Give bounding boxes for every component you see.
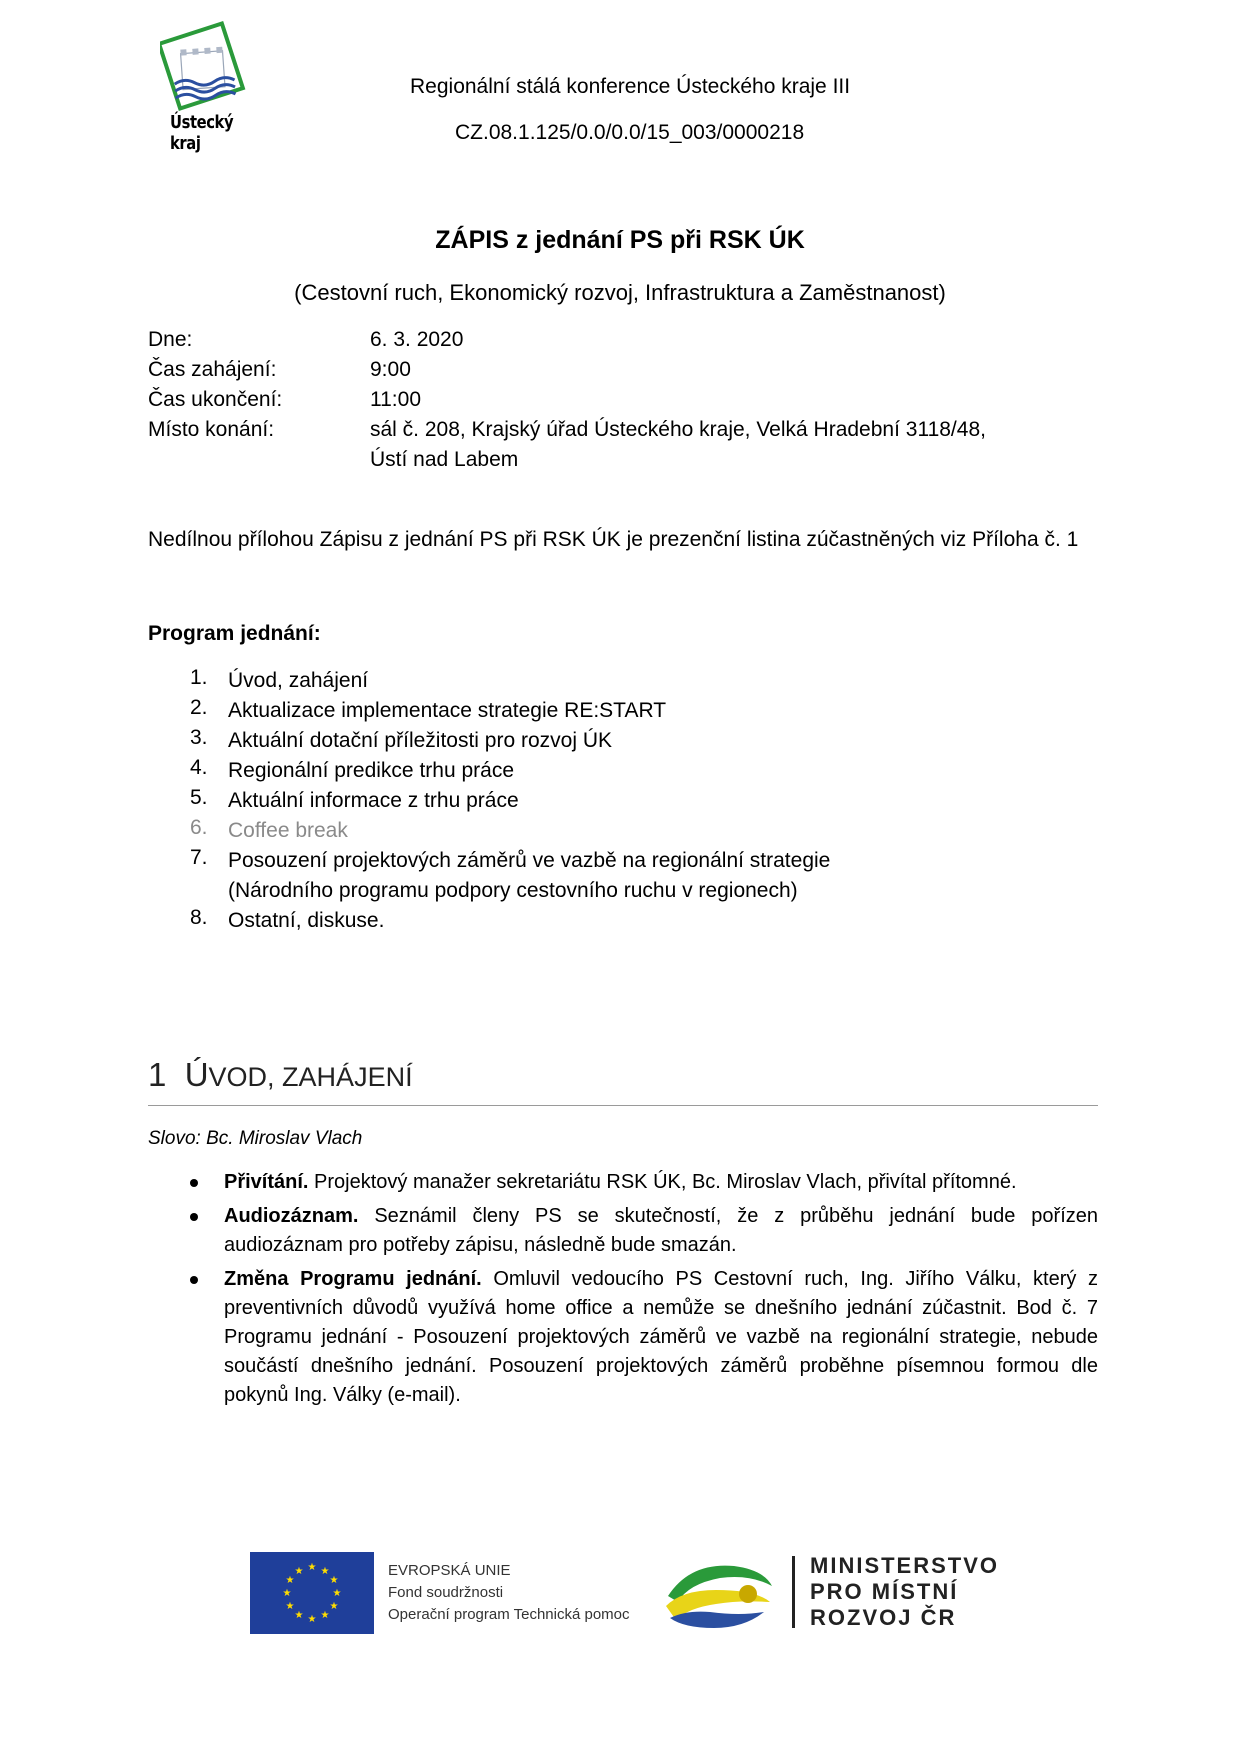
list-item: [190, 1168, 1098, 1197]
bullet-text: Seznámil členy PS se skutečností, že z průběhu jednání bude pořízen audiozáznam pro potřeby zápisu, následně bude smazán.: [224, 1205, 1098, 1256]
speaker-line: Slovo: Bc. Miroslav Vlach: [148, 1128, 363, 1149]
mmr-caption: [810, 1553, 999, 1631]
info-value: sál č. 208, Krajský úřad Ústeckého kraje, Velká Hradební 3118/48,: [370, 418, 986, 441]
info-value: Ústí nad Labem: [370, 448, 519, 471]
item-text: Aktualizace implementace strategie RE:START: [228, 699, 667, 722]
item-text: Úvod, zahájení: [228, 669, 369, 692]
item-number: 6.: [190, 816, 208, 839]
item-text: Ostatní, diskuse.: [228, 909, 385, 932]
item-text: Posouzení projektových záměrů ve vazbě na regionální strategie: [228, 849, 831, 872]
info-value: 6. 3. 2020: [370, 328, 464, 351]
section-title-initial: Ú: [184, 1056, 209, 1093]
document-title: ZÁPIS z jednání PS při RSK ÚK: [435, 226, 805, 254]
item-number: 8.: [190, 906, 208, 929]
bullet-lead: Audiozáznam.: [224, 1205, 359, 1227]
bullet-lead: Změna Programu jednání.: [224, 1268, 482, 1290]
item-number: 3.: [190, 726, 208, 749]
svg-text:★: ★: [282, 1588, 292, 1599]
list-item: [190, 1265, 1098, 1410]
section-title-rest: VOD, ZAHÁJENÍ: [208, 1062, 413, 1092]
svg-text:★: ★: [320, 1566, 330, 1577]
section-divider: [148, 1105, 1098, 1106]
svg-text:★: ★: [320, 1610, 330, 1621]
document-subtitle: (Cestovní ruch, Ekonomický rozvoj, Infrastruktura a Zaměstnanost): [294, 280, 946, 305]
item-text: Aktuální informace z trhu práce: [228, 789, 519, 812]
svg-text:★: ★: [294, 1566, 304, 1577]
svg-text:★: ★: [329, 1601, 339, 1612]
mmr-divider: [792, 1556, 795, 1628]
item-text-continued: (Národního programu podpory cestovního ruchu v regionech): [228, 879, 798, 902]
item-text: Aktuální dotační příležitosti pro rozvoj ÚK: [228, 729, 613, 752]
info-label: Místo konání:: [148, 418, 275, 441]
svg-text:★: ★: [294, 1610, 304, 1621]
svg-text:★: ★: [329, 1575, 339, 1586]
bullet-icon: [190, 1276, 198, 1284]
bullet-text: Omluvil vedoucího PS Cestovní ruch, Ing. Jiřího Válku, který z preventivních důvodů využívá home office a nemůže se dnešního jednání zúčastnit. Bod č. 7 Programu jednání - Posouzení projektových záměrů ve vazbě na regionální strategie, nebude součástí dnešního jednání. Posouzení projektových záměrů proběhne písemnou formou dle pokynů Ing. Války (e-mail).: [224, 1268, 1099, 1406]
header-org: Regionální stálá konference Ústeckého kraje III: [410, 75, 851, 98]
item-number: 5.: [190, 786, 208, 809]
mmr-caption-line: MINISTERSTVO: [810, 1553, 1000, 1578]
info-label: Dne:: [148, 328, 193, 351]
svg-text:★: ★: [307, 1614, 317, 1625]
bullet-icon: [190, 1179, 198, 1187]
item-number: 4.: [190, 756, 208, 779]
eu-caption-line: EVROPSKÁ UNIE: [388, 1562, 511, 1579]
item-text: Regionální predikce trhu práce: [228, 759, 515, 782]
svg-text:★: ★: [307, 1562, 317, 1573]
info-label: Čas zahájení:: [148, 358, 277, 381]
eu-caption: [388, 1560, 630, 1626]
svg-text:★: ★: [285, 1575, 295, 1586]
header-project-code: CZ.08.1.125/0.0/0.0/15_003/0000218: [455, 121, 805, 144]
eu-caption-line: Fond soudržnosti: [388, 1584, 504, 1601]
mmr-caption-line: ROZVOJ ČR: [810, 1605, 957, 1630]
svg-text:★: ★: [332, 1588, 342, 1599]
item-number: 7.: [190, 846, 208, 869]
program-heading: Program jednání:: [148, 622, 321, 645]
section-heading: [148, 1056, 413, 1094]
bullet-text: Projektový manažer sekretariátu RSK ÚK, Bc. Miroslav Vlach, přivítal přítomné.: [308, 1171, 1017, 1193]
bullet-list: [190, 1168, 1098, 1415]
logo-caption: Ústecký kraj: [170, 112, 234, 154]
svg-text:★: ★: [285, 1601, 295, 1612]
info-value: 11:00: [370, 388, 421, 411]
item-text: Coffee break: [228, 819, 348, 842]
item-number: 1.: [190, 666, 208, 689]
mmr-caption-line: PRO MÍSTNÍ: [810, 1579, 959, 1604]
item-number: 2.: [190, 696, 208, 719]
attachment-note: Nedílnou přílohou Zápisu z jednání PS při RSK ÚK je prezenční listina zúčastněných viz Příloha č. 1: [148, 528, 1079, 551]
bullet-icon: [190, 1213, 198, 1221]
eu-flag-icon: [250, 1552, 374, 1634]
section-number: 1: [148, 1056, 167, 1093]
list-item: [190, 1202, 1098, 1260]
mmr-logo-icon: [660, 1556, 778, 1632]
bullet-lead: Přivítání.: [224, 1171, 309, 1193]
info-value: 9:00: [370, 358, 411, 381]
info-label: Čas ukončení:: [148, 388, 283, 411]
eu-caption-line: Operační program Technická pomoc: [388, 1606, 630, 1623]
